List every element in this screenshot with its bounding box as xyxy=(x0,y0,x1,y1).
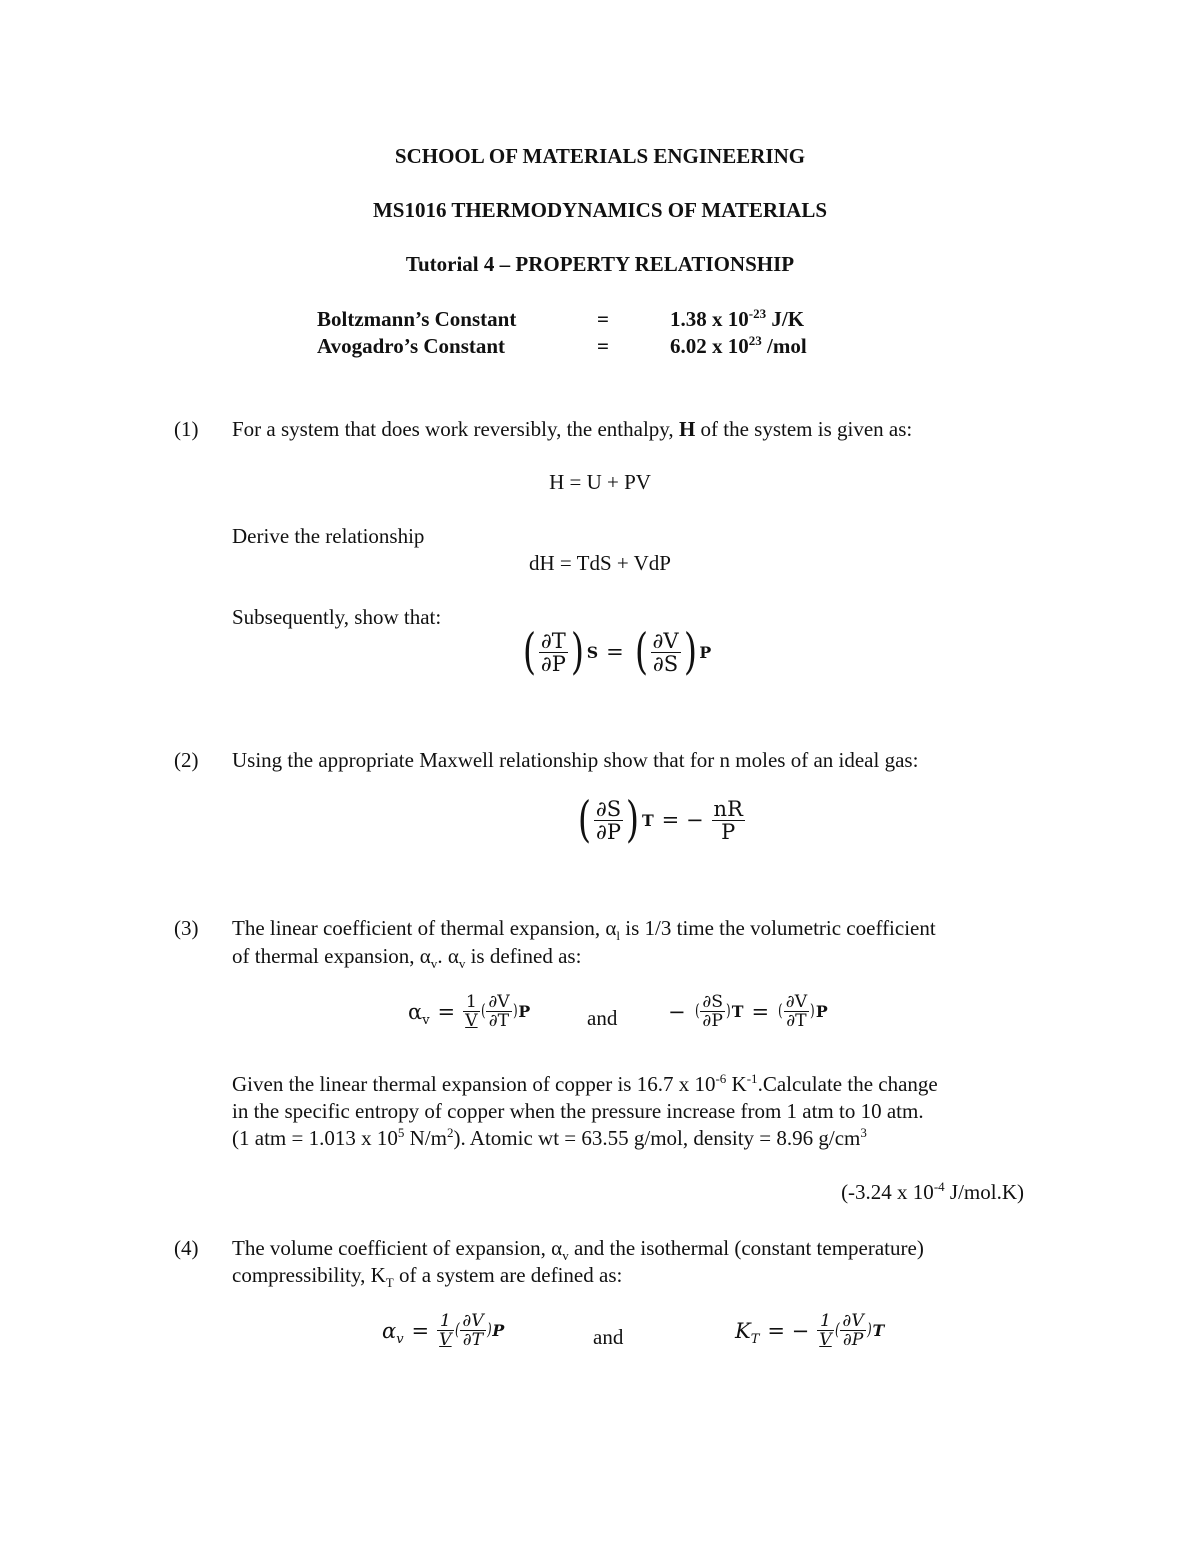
q1-derive-text: Derive the relationship xyxy=(232,524,425,548)
q3-given-line3: (1 atm = 1.013 x $10^5$ $N/m^2$). Atomic wt = 63.55 g/mol, density = 8.96 $g/cm^3$ xyxy=(232,1125,867,1150)
avogadro-value: 6.02 x $10^{23}$ /mol xyxy=(670,333,807,358)
q2-ideal-gas-equation: ( $\frac{\partial S}{\partial P}$ ) T = − $\frac{nR}{P}$ xyxy=(577,792,743,848)
course-title: MS1016 THERMODYNAMICS OF MATERIALS xyxy=(372,198,828,222)
q3-maxwell-relation: − ( $\frac{\partial S}{\partial P}$ ) T = ( $\frac{\partial V}{\partial T}$ ) P xyxy=(668,992,828,1032)
q1-text: For a system that does work reversibly, the enthalpy, H of the system is given as: xyxy=(232,417,913,441)
q3-given-line2: in the specific entropy of copper when the pressure increase from 1 atm to 10 atm. xyxy=(232,1099,924,1123)
q4-and: and xyxy=(593,1325,624,1349)
q4-number: (4) xyxy=(174,1236,199,1260)
q4-text-line2: compressibility, $K_T$ of a system are defined as: xyxy=(232,1263,623,1291)
school-title: SCHOOL OF MATERIALS ENGINEERING xyxy=(394,144,806,168)
q4-text-line1: The volume coefficient of expansion, $\alpha_v$ and the isothermal (constant temperature) xyxy=(232,1236,924,1264)
q4-alpha-definition: $\alpha_v$ = $\frac{1}{V}$ ( $\frac{\partial V}{\partial T}$ ) P xyxy=(382,1311,505,1351)
q3-text-line2: of thermal expansion, $\alpha_v$. $\alpha_v$ is defined as: xyxy=(232,944,582,972)
q3-text-line1: The linear coefficient of thermal expansion, $\alpha_l$ is 1/3 time the volumetric coefficient xyxy=(232,916,936,944)
q3-and: and xyxy=(587,1006,618,1030)
q4-compressibility-definition: $K_T$ = − $\frac{1}{V}$ ( $\frac{\partial V}{\partial P}$ ) T xyxy=(735,1311,885,1351)
avogadro-label: Avogadro’s Constant xyxy=(317,334,506,358)
q1-show-text: Subsequently, show that: xyxy=(232,605,442,629)
q3-alpha-definition: $\alpha_v$ = $\frac{1}{V}$ ( $\frac{\partial V}{\partial T}$ ) P xyxy=(408,992,531,1032)
q1-equation-dh: dH = TdS + VdP xyxy=(529,551,671,575)
q2-text: Using the appropriate Maxwell relationship show that for n moles of an ideal gas: xyxy=(232,748,919,772)
q3-answer: (-3.24 x $10^{-4}$ J/mol.K) xyxy=(841,1179,1024,1204)
q2-number: (2) xyxy=(174,748,199,772)
q3-number: (3) xyxy=(174,916,199,940)
q1-maxwell-equation: ( $\frac{\partial T}{\partial P}$ ) S = ( $\frac{\partial V}{\partial S}$ ) P xyxy=(522,624,712,680)
boltzmann-value: 1.38 x $10^{-23}$ J/K xyxy=(670,306,805,331)
q1-equation-enthalpy: H = U + PV xyxy=(549,470,651,494)
boltzmann-label: Boltzmann’s Constant xyxy=(317,307,517,331)
boltzmann-equals: = xyxy=(597,307,609,331)
q1-number: (1) xyxy=(174,417,199,441)
avogadro-equals: = xyxy=(597,334,609,358)
tutorial-title: Tutorial 4 – PROPERTY RELATIONSHIP xyxy=(405,252,795,276)
q3-given-line1: Given the linear thermal expansion of copper is 16.7 x $10^{-6}$ $K^{-1}.Calculate$ the change xyxy=(232,1071,938,1096)
